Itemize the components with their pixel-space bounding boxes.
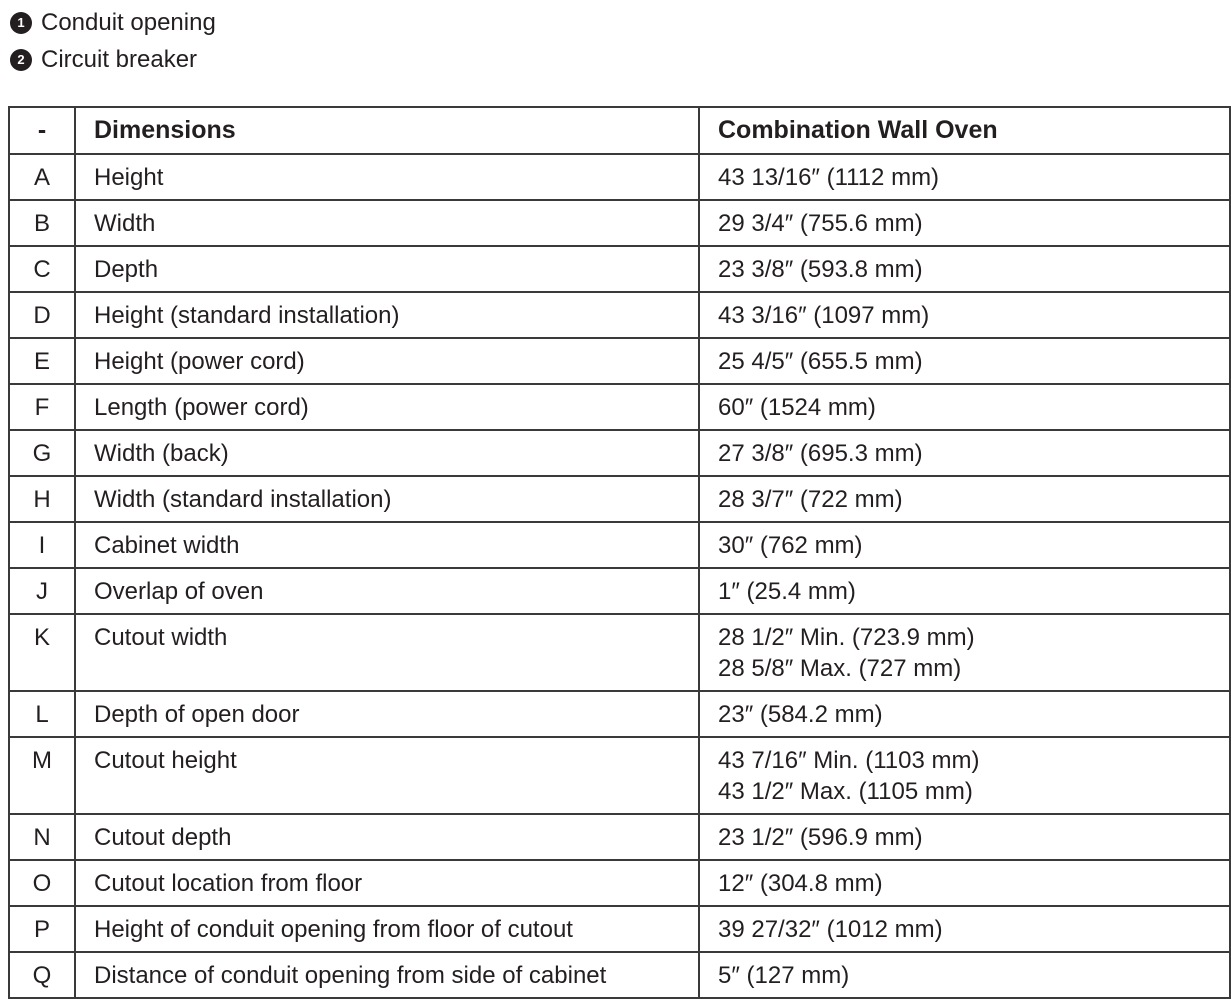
value-line: 39 27/32″ (1012 mm): [718, 916, 943, 943]
dimensions-table: [8, 106, 1231, 999]
value-line: 23 3/8″ (593.8 mm): [718, 256, 923, 283]
value-line: 28 3/7″ (722 mm): [718, 486, 903, 513]
table-row: [9, 860, 1230, 906]
value-line: 30″ (762 mm): [718, 532, 863, 559]
row-dimension: Cutout depth: [75, 814, 699, 860]
row-key: K: [9, 614, 75, 691]
row-dimension: Width (back): [75, 430, 699, 476]
header-key: -: [9, 107, 75, 154]
row-dimension: Depth of open door: [75, 691, 699, 737]
row-dimension: Cutout location from floor: [75, 860, 699, 906]
header-dimensions: Dimensions: [75, 107, 699, 154]
legend-item-circuit-breaker: [10, 41, 216, 78]
value-line: 27 3/8″ (695.3 mm): [718, 440, 923, 467]
row-dimension: Cabinet width: [75, 522, 699, 568]
row-key: M: [9, 737, 75, 814]
table-row: [9, 384, 1230, 430]
table-row: [9, 614, 1230, 691]
row-dimension: Height of conduit opening from floor of cutout: [75, 906, 699, 952]
value-line: 23 1/2″ (596.9 mm): [718, 824, 923, 851]
legend-label: Conduit opening: [41, 8, 216, 36]
row-dimension: Width (standard installation): [75, 476, 699, 522]
row-value: [699, 384, 1230, 430]
value-line: 28 1/2″ Min. (723.9 mm): [718, 624, 975, 651]
table-row: [9, 522, 1230, 568]
row-value: [699, 614, 1230, 691]
table-row: [9, 691, 1230, 737]
row-dimension: Cutout height: [75, 737, 699, 814]
table-row: [9, 430, 1230, 476]
row-value: [699, 430, 1230, 476]
row-key: F: [9, 384, 75, 430]
row-dimension: Length (power cord): [75, 384, 699, 430]
table-row: [9, 246, 1230, 292]
table-row: [9, 568, 1230, 614]
value-line: 23″ (584.2 mm): [718, 701, 883, 728]
row-key: G: [9, 430, 75, 476]
row-value: [699, 154, 1230, 200]
row-key: P: [9, 906, 75, 952]
row-dimension: Height: [75, 154, 699, 200]
row-value: [699, 860, 1230, 906]
row-key: B: [9, 200, 75, 246]
row-key: Q: [9, 952, 75, 998]
table-row: [9, 737, 1230, 814]
value-line: 12″ (304.8 mm): [718, 870, 883, 897]
row-key: D: [9, 292, 75, 338]
row-dimension: Width: [75, 200, 699, 246]
table-row: [9, 952, 1230, 998]
row-dimension: Distance of conduit opening from side of cabinet: [75, 952, 699, 998]
row-key: E: [9, 338, 75, 384]
table-row: [9, 292, 1230, 338]
row-key: L: [9, 691, 75, 737]
row-value: [699, 906, 1230, 952]
table-header-row: [9, 107, 1230, 154]
callout-legend: [10, 4, 216, 78]
row-value: [699, 952, 1230, 998]
row-value: [699, 522, 1230, 568]
value-line: 25 4/5″ (655.5 mm): [718, 348, 923, 375]
value-line: 60″ (1524 mm): [718, 394, 876, 421]
legend-label: Circuit breaker: [41, 45, 198, 73]
row-dimension: Height (power cord): [75, 338, 699, 384]
row-value: [699, 476, 1230, 522]
value-line: 1″ (25.4 mm): [718, 578, 856, 605]
row-dimension: Overlap of oven: [75, 568, 699, 614]
row-value: [699, 737, 1230, 814]
row-value: [699, 691, 1230, 737]
table-row: [9, 154, 1230, 200]
value-line: 5″ (127 mm): [718, 962, 850, 989]
value-line: 43 3/16″ (1097 mm): [718, 302, 930, 329]
table-row: [9, 906, 1230, 952]
row-key: O: [9, 860, 75, 906]
row-key: I: [9, 522, 75, 568]
row-key: C: [9, 246, 75, 292]
row-value: [699, 568, 1230, 614]
value-line: 43 13/16″ (1112 mm): [718, 164, 940, 191]
table-row: [9, 814, 1230, 860]
row-dimension: Depth: [75, 246, 699, 292]
value-line: 28 5/8″ Max. (727 mm): [718, 655, 962, 682]
value-line: 43 7/16″ Min. (1103 mm): [718, 747, 980, 774]
callout-number-2-icon: 2: [10, 49, 32, 71]
header-combination-wall-oven: Combination Wall Oven: [699, 107, 1230, 154]
row-key: N: [9, 814, 75, 860]
row-dimension: Cutout width: [75, 614, 699, 691]
row-key: J: [9, 568, 75, 614]
row-key: A: [9, 154, 75, 200]
legend-item-conduit-opening: [10, 4, 216, 41]
row-value: [699, 814, 1230, 860]
callout-number-1-icon: 1: [10, 12, 32, 34]
row-value: [699, 246, 1230, 292]
row-dimension: Height (standard installation): [75, 292, 699, 338]
value-line: 43 1/2″ Max. (1105 mm): [718, 778, 973, 805]
row-value: [699, 200, 1230, 246]
table-row: [9, 200, 1230, 246]
table-row: [9, 338, 1230, 384]
table-row: [9, 476, 1230, 522]
row-value: [699, 338, 1230, 384]
row-value: [699, 292, 1230, 338]
value-line: 29 3/4″ (755.6 mm): [718, 210, 923, 237]
row-key: H: [9, 476, 75, 522]
